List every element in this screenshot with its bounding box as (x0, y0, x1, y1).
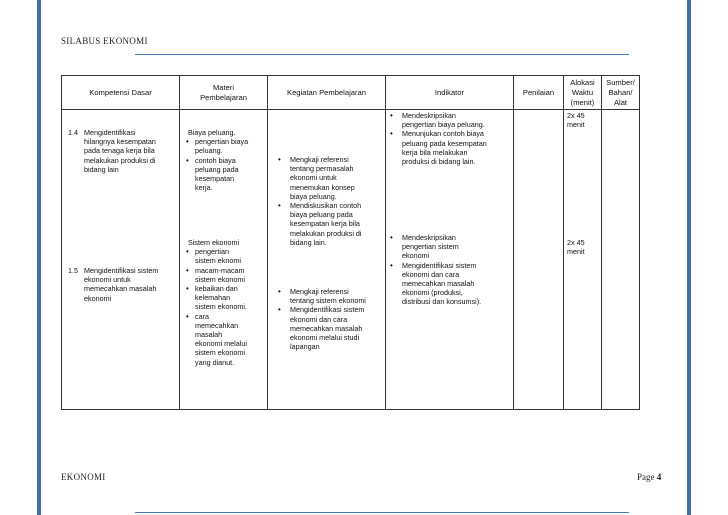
kegiatan-block-2 (274, 287, 384, 351)
materi-title: Sistem ekonomi (188, 238, 240, 247)
kompetensi-number: 1.4 (68, 128, 78, 137)
list-item: • pengertian sistem eknomi (184, 247, 266, 265)
header-alokasi (564, 76, 602, 110)
cell-kompetensi (62, 110, 180, 410)
list-item: • Mengidentifikasi sistem ekonomi dan cara memecahkan masalah ekonomi melalui studi lapangan (276, 305, 384, 351)
kompetensi-text: Mengidentifikasi hilangnya kesempatan pada tenaga kerja bila melakukan produksi di bidang lain (84, 128, 156, 174)
alokasi-value-2: 2x 45 menit (567, 238, 585, 257)
header-rule (135, 54, 629, 55)
list-item: • Mengkaji referensi tentang permasalah ekonomi untuk menemukan konsep biaya peluang. (276, 155, 384, 201)
page-number-value: 4 (656, 472, 662, 482)
list-item: • Mendeskripsikan pengertian biaya peluang. (388, 111, 512, 129)
materi-title: Biaya peluang. (188, 128, 236, 137)
header-indikator: Indikator (386, 76, 514, 110)
header-kegiatan: Kegiatan Pembelajaran (268, 76, 386, 110)
kegiatan-block-1 (274, 155, 384, 247)
header-materi (180, 76, 268, 110)
page-label: Page (637, 472, 655, 482)
list-item: • kebaikan dan kelemahan sistem ekonomi. (184, 284, 266, 312)
right-border-bar (687, 0, 691, 515)
header-penilaian: Penilaian (514, 76, 564, 110)
left-border-bar (37, 0, 41, 515)
cell-alokasi (564, 110, 602, 410)
kompetensi-text: Mengidentifikasi sistem ekonomi untuk memecahkan masalah ekonomi (84, 266, 159, 303)
list-item: • Mendiskusikan contoh biaya peluang pada kesempatan kerja bila melakukan produksi di bidang lain. (276, 201, 384, 247)
list-item: • Menunjukan contoh biaya peluang pada kesempatan kerja bila melakukan produksi di bidang lain. (388, 129, 512, 166)
syllabus-table (61, 75, 640, 410)
cell-kegiatan (268, 110, 386, 410)
list-item: • contoh biaya peluang pada kesempatan kerja. (184, 156, 266, 193)
indikator-block-2 (388, 233, 512, 307)
kompetensi-item-2 (68, 266, 192, 303)
cell-indikator (386, 110, 514, 410)
page-header-title: SILABUS EKONOMI (61, 36, 148, 46)
cell-materi (180, 110, 268, 410)
table-header-row (62, 76, 640, 110)
kompetensi-item-1 (68, 128, 192, 174)
list-item: • Mengkaji referensi tentang sistem ekonomi (276, 287, 384, 305)
page-footer-title: EKONOMI (61, 472, 106, 482)
list-item: • Mendeskripsikan pengertian sistem ekonomi (388, 233, 512, 261)
header-sumber (602, 76, 640, 110)
cell-sumber (602, 110, 640, 410)
footer-rule (135, 512, 629, 513)
cell-penilaian (514, 110, 564, 410)
table-body-row (62, 110, 640, 410)
list-item: • macam-macam sistem ekonomi (184, 266, 266, 284)
header-sumber-text: Sumber/ Bahan/ Alat (606, 77, 635, 107)
kompetensi-number: 1.5 (68, 266, 78, 276)
header-materi-text: Materi Pembelajaran (200, 82, 247, 102)
indikator-block-1 (388, 111, 512, 166)
list-item: • Mengidentifikasi sistem ekonomi dan cara memecahkan masalah ekonomi (produksi, distribusi dan konsumsi). (388, 261, 512, 307)
list-item: • cara memecahkan masalah ekonomi melalui sistem ekonomi yang dianut. (184, 312, 266, 367)
alokasi-value-1: 2x 45 menit (567, 111, 585, 130)
materi-block-2 (184, 238, 266, 367)
header-alokasi-text: Alokasi Waktu (menit) (570, 77, 595, 107)
header-kompetensi: Kompetensi Dasar (62, 76, 180, 110)
page-number (637, 472, 661, 482)
list-item: • pengertian biaya peluang. (184, 137, 266, 155)
materi-block-1 (184, 128, 266, 192)
